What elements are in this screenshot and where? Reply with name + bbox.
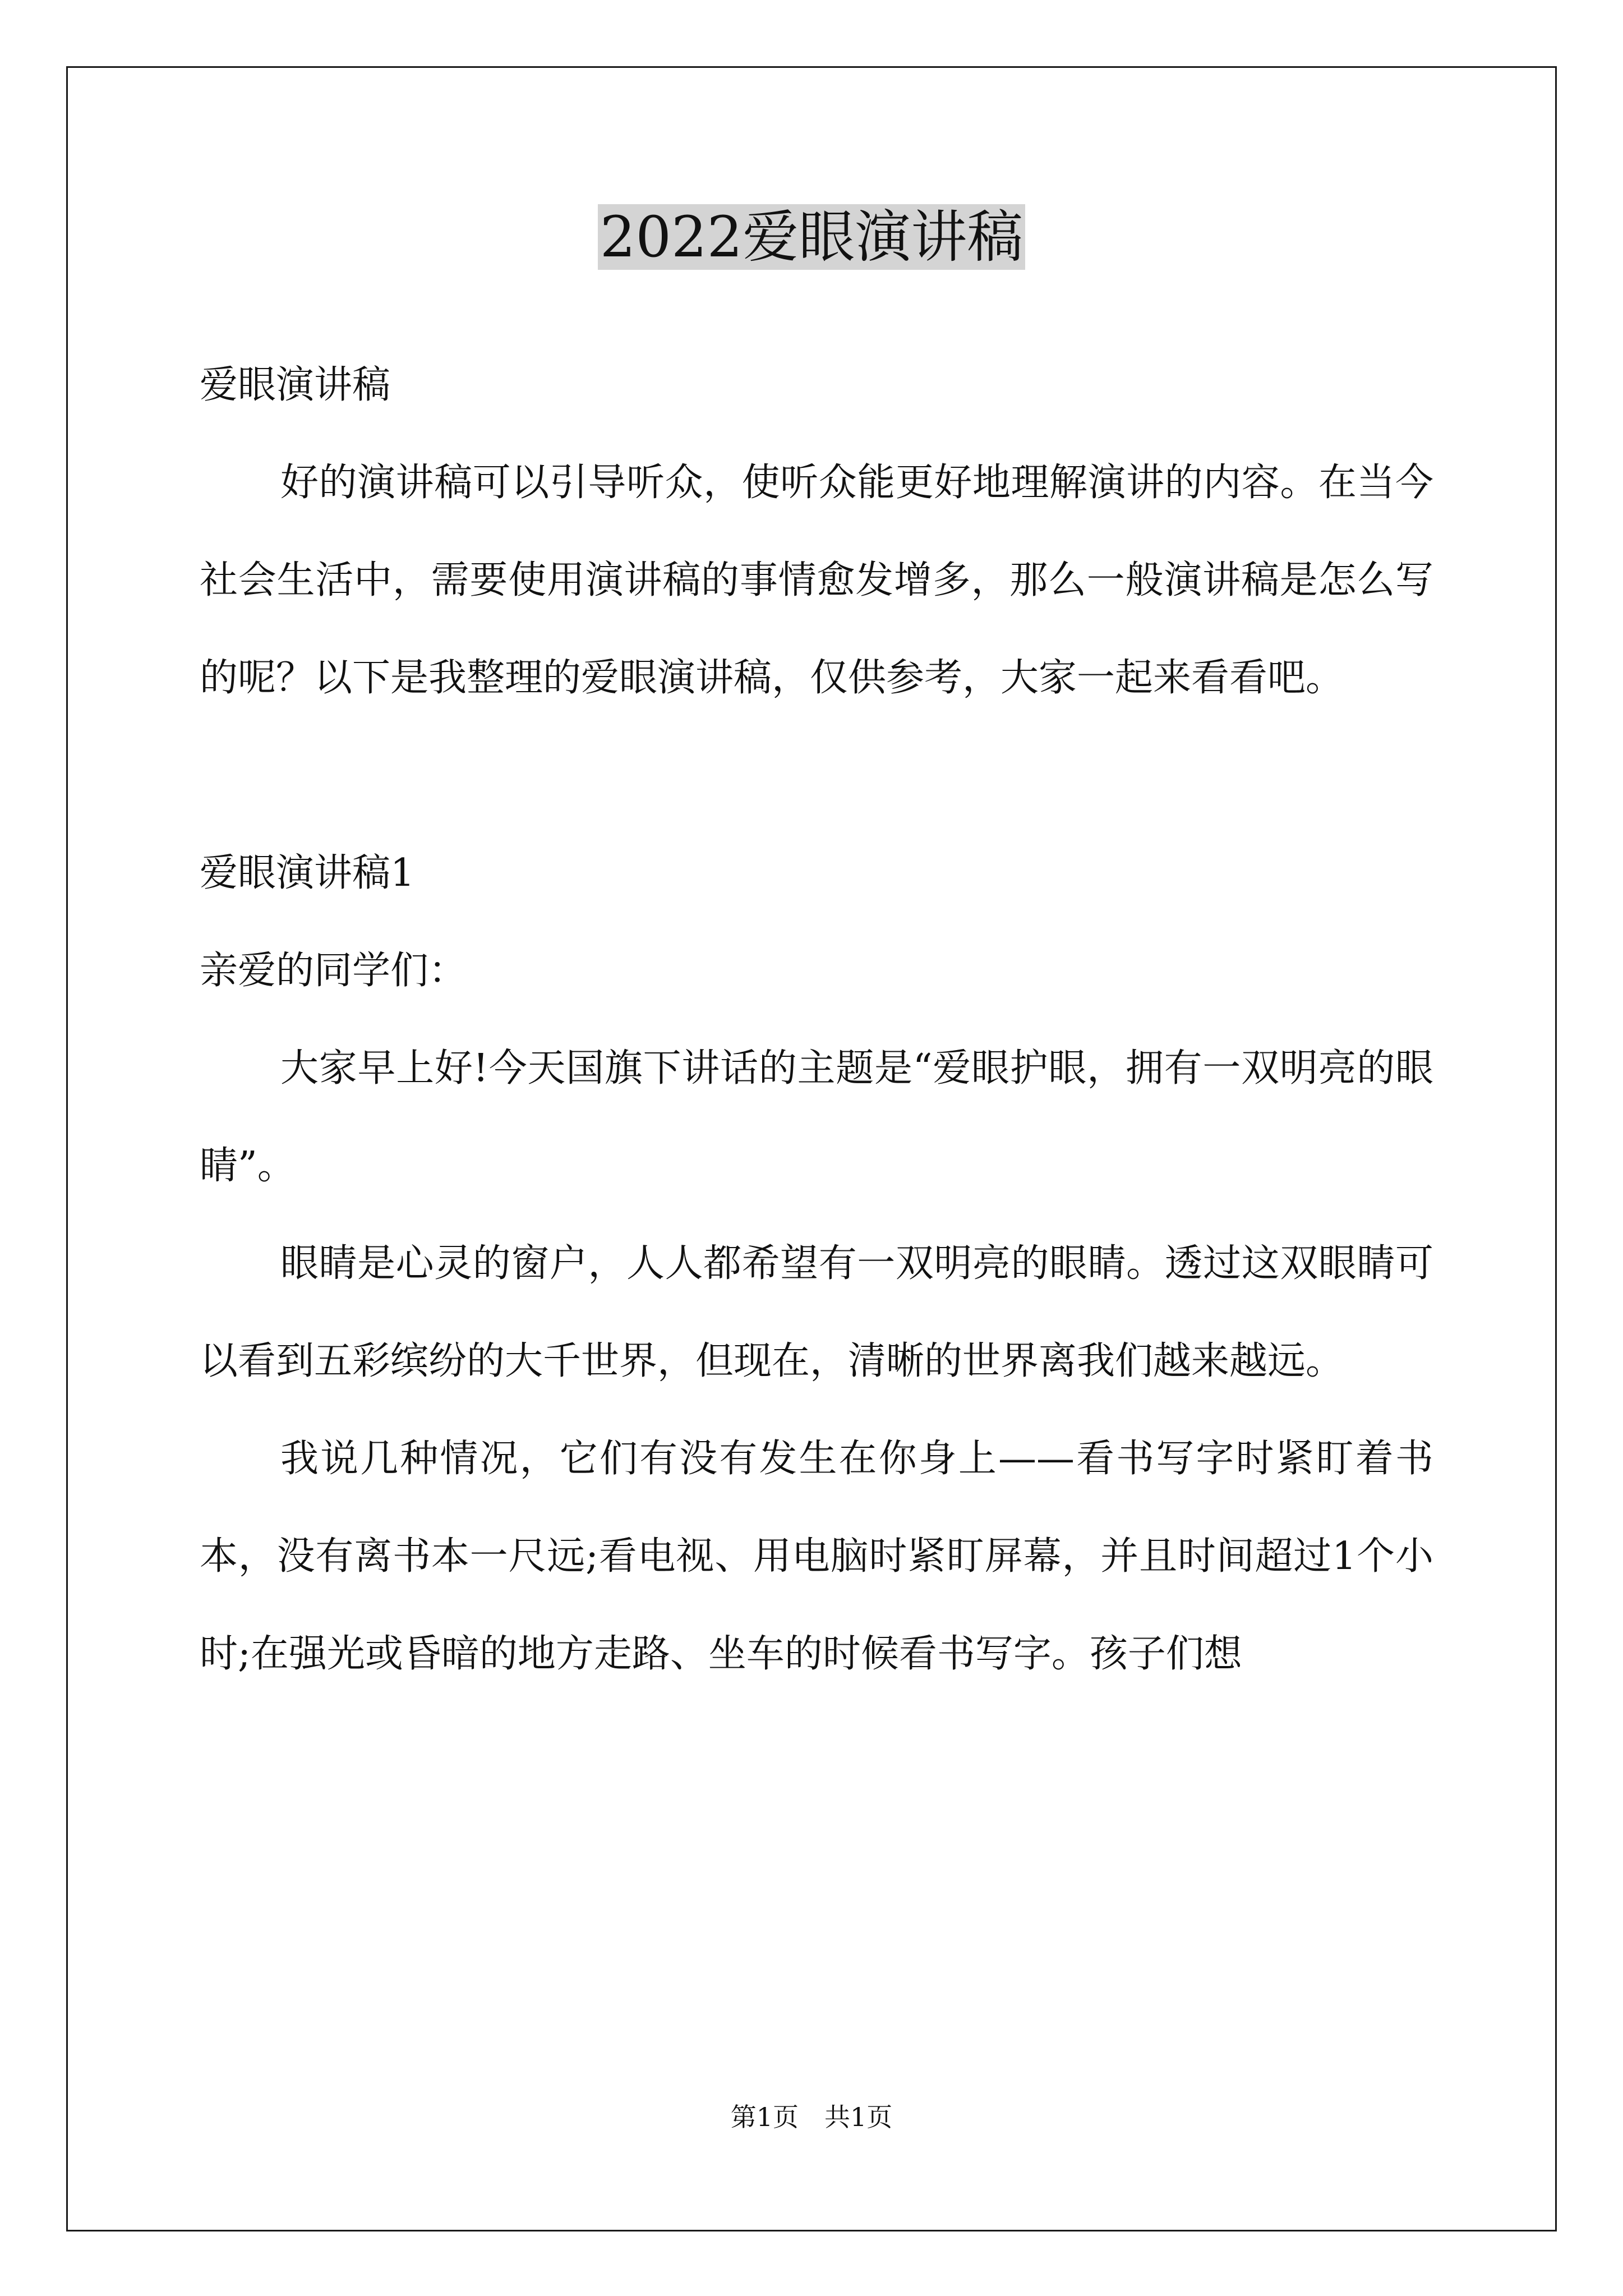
document-body — [200, 337, 1433, 1703]
body-paragraph: 我说几种情况，它们有没有发生在你身上——看书写字时紧盯着书本，没有离书本一尺远;看电视、用电脑时紧盯屏幕，并且时间超过1个小时;在强光或昏暗的地方走路、坐车的时候看书写字。孩子们想 — [200, 1437, 1433, 1676]
body-paragraph: 眼睛是心灵的窗户，人人都希望有一双明亮的眼睛。透过这双眼睛可以看到五彩缤纷的大千世界，但现在，清晰的世界离我们越来越远。 — [200, 1241, 1433, 1383]
body-paragraph: 大家早上好!今天国旗下讲话的主题是“爱眼护眼，拥有一双明亮的眼睛”。 — [200, 1046, 1433, 1188]
section-heading-intro: 爱眼演讲稿 — [200, 363, 391, 407]
document-title-text: 2022爱眼演讲稿 — [598, 204, 1026, 270]
paragraph-gap — [200, 727, 1433, 825]
section-heading-1: 爱眼演讲稿1 — [200, 851, 415, 895]
intro-paragraph: 好的演讲稿可以引导听众，使听众能更好地理解演讲的内容。在当今社会生活中，需要使用演讲稿的事情愈发增多，那么一般演讲稿是怎么写的呢？以下是我整理的爱眼演讲稿，仅供参考，大家一起来看看吧。 — [200, 461, 1433, 700]
page-footer: 第1页 共1页 — [730, 2102, 893, 2132]
document-title — [0, 201, 1623, 274]
salutation: 亲爱的同学们： — [200, 949, 467, 993]
